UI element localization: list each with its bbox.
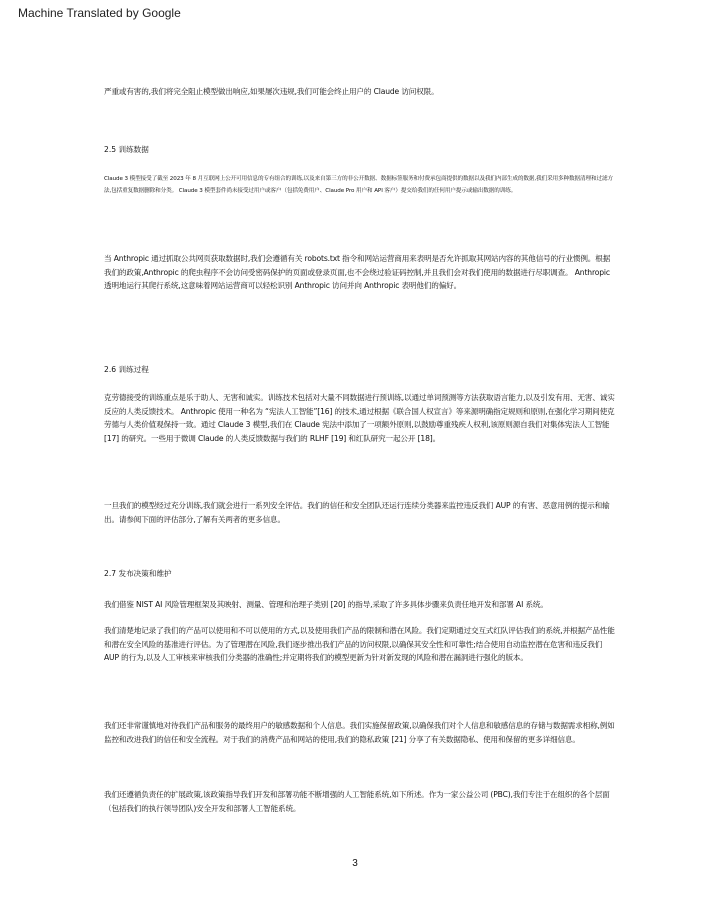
paragraph-crawling-policy: 当 Anthropic 通过抓取公共网页获取数据时,我们会遵循有关 robots.txt 指令和网站运营商用来表明是否允许抓取其网站内容的其他信号的行业惯例。根据我们的政策,Anthropic 的爬虫程序不会访问受密码保护的页面或登录页面,也不会绕过验证码控制,并且我们会对我们使用的数据进行尽职调查。 Anthropic 透明地运行其爬行系统,这意味着网站运营商可以轻松识别 Anthropic 访问并向 Anthropic 表明他们的偏好。	[104, 254, 611, 291]
paragraph-training-data: Claude 3 模型接受了截至 2023 年 8 月互联网上公开可用信息的专有组合的训练,以及来自第三方的非公开数据、数据标签服务和付费承包商提供的数据以及我们内部生成的数据,我们采用多种数据清理和过滤方法,包括重复数据删除和分类。 Claude 3 模型套件尚未接受过用户或客户（包括免费用户、Claude Pro 用户和 API 客户）提交给我们的任何用户提示或输出数据的训练。	[104, 176, 613, 195]
page-number: 3	[352, 858, 358, 869]
section-heading-2-6: 2.6 训练过程	[104, 365, 149, 374]
machine-translation-banner: Machine Translated by Google	[18, 6, 181, 20]
section-heading-2-7: 2.7 发布决策和维护	[104, 569, 172, 578]
paragraph-safety-evaluations: 一旦我们的模型经过充分训练,我们就会进行一系列安全评估。我们的信任和安全团队还运行连续分类器来监控违反我们 AUP 的有害、恶意用例的提示和输出。请参阅下面的评估部分,了解有关两者的更多信息。	[104, 501, 610, 524]
paragraph-training-process: 克劳德接受的训练重点是乐于助人、无害和诚实。训练技术包括对大量不同数据进行预训练,以通过单词预测等方法获取语言能力,以及引发有用、无害、诚实反应的人类反馈技术。 Anthropic 使用一种名为 “宪法人工智能”[16] 的技术,通过根据《联合国人权宣言》等来源明确指定规则和原则,在强化学习期间使克劳德与人类价值观保持一致。通过 Claude 3 模型,我们在 Claude 宪法中添加了一项额外原则,以鼓励尊重残疾人权利,该原则源自我们对集体宪法人工智能 [17] 的研究。一些用于微调 Claude 的人类反馈数据与我们的 RLHF [19] 和红队研究一起公开 [18]。	[104, 393, 615, 443]
paragraph-continuation: 严重或有害的,我们将完全阻止模型做出响应,如果屡次违规,我们可能会终止用户的 Claude 访问权限。	[104, 87, 439, 96]
paragraph-risk-management: 我们清楚地记录了我们的产品可以使用和不可以使用的方式,以及使用我们产品的限制和潜在风险。我们定期通过交互式红队评估我们的系统,并根据产品性能和潜在安全风险的基准进行评估。为了管理潜在风险,我们逐步推出我们产品的访问权限,以确保其安全性和可靠性;结合使用自动监控潜在危害和违反我们 AUP 的行为,以及人工审核来审核我们分类器的准确性;并定期将我们的模型更新为针对新发现的风险和潜在漏洞进行强化的版本。	[104, 626, 615, 663]
paragraph-responsible-scaling: 我们还遵循负责任的扩展政策,该政策指导我们开发和部署功能不断增强的人工智能系统,如下所述。作为一家公益公司 (PBC),我们专注于在组织的各个层面（包括我们的执行领导团队)安全开发和部署人工智能系统。	[104, 790, 610, 813]
paragraph-nist-framework: 我们借鉴 NIST AI 风险管理框架及其映射、测量、管理和治理子类别 [20] 的指导,采取了许多具体步骤来负责任地开发和部署 AI 系统。	[104, 600, 548, 609]
section-heading-2-5: 2.5 训练数据	[104, 145, 149, 154]
paragraph-privacy: 我们还非常谨慎地对待我们产品和服务的最终用户的敏感数据和个人信息。我们实施保留政策,以确保我们对个人信息和敏感信息的存储与数据需求相称,例如监控和改进我们的信任和安全流程。对于我们的消费产品和网站的使用,我们的隐私政策 [21] 分享了有关数据隐私、使用和保留的更多详细信息。	[104, 721, 615, 744]
